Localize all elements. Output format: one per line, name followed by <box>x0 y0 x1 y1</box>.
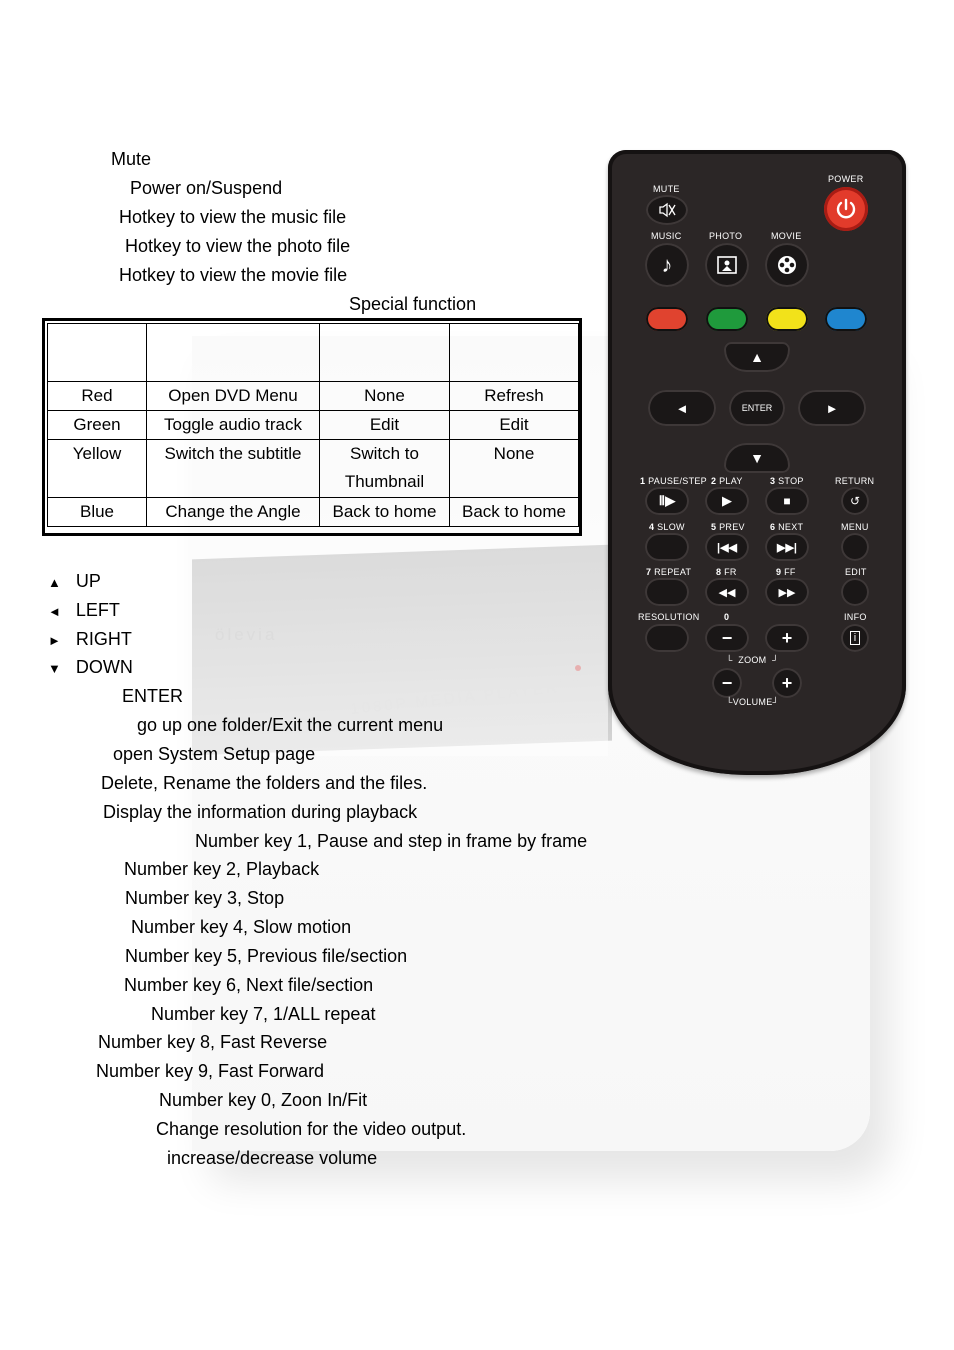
device-power-led <box>575 665 581 671</box>
desc-info: Display the information during playback <box>103 802 418 822</box>
red-button[interactable] <box>646 307 688 331</box>
desc-key1: Number key 1, Pause and step in frame by frame <box>195 831 588 851</box>
resolution-label: RESOLUTION <box>638 612 700 622</box>
direction-left: ◄ LEFT <box>48 600 120 620</box>
minus-icon: − <box>721 672 733 693</box>
desc-resolution: Change resolution for the video output. <box>156 1119 467 1139</box>
right-arrow-icon: ► <box>48 633 61 648</box>
return-icon: ↺ <box>849 494 861 508</box>
table-row: Blue Change the Angle Back to home Back to home <box>48 498 579 527</box>
table-header-row <box>48 324 579 382</box>
desc-key8: Number key 8, Fast Reverse <box>98 1032 328 1052</box>
function-photo: Hotkey to view the photo file <box>125 236 351 256</box>
fast-reverse-icon: ◀◀ <box>718 586 736 599</box>
info-icon: i <box>850 631 860 645</box>
table-row: Red Open DVD Menu None Refresh <box>48 382 579 411</box>
function-music: Hotkey to view the music file <box>119 207 347 227</box>
desc-key0: Number key 0, Zoon In/Fit <box>159 1090 368 1110</box>
menu-label: MENU <box>841 522 869 532</box>
stop-button[interactable] <box>765 487 809 515</box>
mute-icon <box>658 202 676 218</box>
desc-key3: Number key 3, Stop <box>125 888 285 908</box>
film-reel-icon <box>776 254 798 276</box>
function-power: Power on/Suspend <box>130 178 283 198</box>
music-note-icon: ♪ <box>661 252 673 277</box>
up-arrow-icon: ▲ <box>48 575 61 590</box>
desc-key9: Number key 9, Fast Forward <box>96 1061 325 1081</box>
fast-reverse-button[interactable] <box>705 578 749 606</box>
key3-label: 3 STOP <box>770 476 804 486</box>
enter-button[interactable] <box>729 390 785 426</box>
prev-button[interactable] <box>705 533 749 561</box>
edit-label: EDIT <box>845 567 867 577</box>
color-key-table <box>47 323 579 527</box>
photo-icon <box>716 255 738 275</box>
green-button[interactable] <box>706 307 748 331</box>
info-button[interactable] <box>841 624 869 652</box>
function-movie: Hotkey to view the movie file <box>119 265 348 285</box>
desc-volume: increase/decrease volume <box>167 1148 378 1168</box>
return-button[interactable] <box>841 487 869 515</box>
desc-menu: open System Setup page <box>113 744 316 764</box>
music-button[interactable] <box>645 243 689 287</box>
direction-up: ▲ UP <box>48 571 101 591</box>
zoom-in-button[interactable] <box>765 624 809 652</box>
key9-label: 9 FF <box>776 567 796 577</box>
volume-label: └VOLUME┘ <box>726 697 780 707</box>
key4-label: 4 SLOW <box>649 522 685 532</box>
menu-button[interactable] <box>841 533 869 561</box>
desc-key2: Number key 2, Playback <box>124 859 320 879</box>
minus-icon: − <box>721 627 733 648</box>
desc-key5: Number key 5, Previous file/section <box>125 946 408 966</box>
movie-button[interactable] <box>765 243 809 287</box>
slow-button[interactable] <box>645 533 689 561</box>
movie-label: MOVIE <box>771 231 802 241</box>
next-icon: ▶▶| <box>777 541 797 554</box>
mute-label: MUTE <box>653 184 680 194</box>
power-icon <box>834 197 858 221</box>
power-button[interactable] <box>824 187 868 231</box>
photo-button[interactable] <box>705 243 749 287</box>
table-row: Yellow Switch the subtitle Switch to Thumbnail None <box>48 440 579 498</box>
return-label: RETURN <box>835 476 875 486</box>
right-button[interactable] <box>798 390 866 426</box>
down-arrow-icon: ▼ <box>750 450 764 466</box>
key2-label: 2 PLAY <box>711 476 743 486</box>
direction-down: ▼ DOWN <box>48 657 133 677</box>
zoom-label: └ ZOOM ┘ <box>726 655 779 665</box>
direction-right: ► RIGHT <box>48 629 132 649</box>
edit-button[interactable] <box>841 578 869 606</box>
plus-icon: + <box>781 627 793 648</box>
volume-down-button[interactable] <box>712 668 742 698</box>
left-arrow-icon: ◄ <box>48 604 61 619</box>
fast-forward-button[interactable] <box>765 578 809 606</box>
stop-icon: ■ <box>783 494 791 508</box>
info-label: INFO <box>844 612 867 622</box>
mute-button[interactable] <box>646 195 688 225</box>
enter-label: ENTER <box>741 403 773 413</box>
down-button[interactable] <box>724 443 790 473</box>
left-arrow-icon: ◄ <box>675 400 689 416</box>
plus-icon: + <box>781 672 793 693</box>
desc-key6: Number key 6, Next file/section <box>124 975 374 995</box>
yellow-button[interactable] <box>766 307 808 331</box>
desc-edit: Delete, Rename the folders and the files. <box>101 773 428 793</box>
remote-control <box>608 150 906 775</box>
desc-key7: Number key 7, 1/ALL repeat <box>151 1004 376 1024</box>
fast-forward-icon: ▶▶ <box>778 586 796 599</box>
repeat-button[interactable] <box>645 578 689 606</box>
resolution-button[interactable] <box>645 624 689 652</box>
play-button[interactable] <box>705 487 749 515</box>
previous-icon: |◀◀ <box>717 541 737 554</box>
desc-enter: ENTER <box>122 686 184 706</box>
key7-label: 7 REPEAT <box>646 567 692 577</box>
key5-label: 5 PREV <box>711 522 745 532</box>
volume-up-button[interactable] <box>772 668 802 698</box>
up-button[interactable] <box>724 342 790 372</box>
music-label: MUSIC <box>651 231 682 241</box>
key6-label: 6 NEXT <box>770 522 804 532</box>
blue-button[interactable] <box>825 307 867 331</box>
up-arrow-icon: ▲ <box>750 349 764 365</box>
photo-label: PHOTO <box>709 231 743 241</box>
desc-key4: Number key 4, Slow motion <box>131 917 352 937</box>
pause-step-icon: Ⅱ▶ <box>658 493 676 508</box>
key8-label: 8 FR <box>716 567 737 577</box>
function-special: Special function <box>349 294 477 314</box>
table-row: Green Toggle audio track Edit Edit <box>48 411 579 440</box>
key1-label: 1 PAUSE/STEP <box>640 476 707 486</box>
key0-label: 0 <box>724 612 730 622</box>
power-label: POWER <box>828 174 864 184</box>
zoom-out-button[interactable] <box>705 624 749 652</box>
function-mute: Mute <box>111 149 152 169</box>
desc-return: go up one folder/Exit the current menu <box>137 715 444 735</box>
left-button[interactable] <box>648 390 716 426</box>
right-arrow-icon: ► <box>825 400 839 416</box>
device-model: 1080P MEDIA PLAYER <box>349 679 561 718</box>
device-brand: ölevia <box>215 625 278 644</box>
pause-step-button[interactable] <box>645 487 689 515</box>
play-icon: ▶ <box>722 493 732 508</box>
device-power-label: POWER <box>560 678 596 687</box>
down-arrow-icon: ▼ <box>48 661 61 676</box>
next-button[interactable] <box>765 533 809 561</box>
